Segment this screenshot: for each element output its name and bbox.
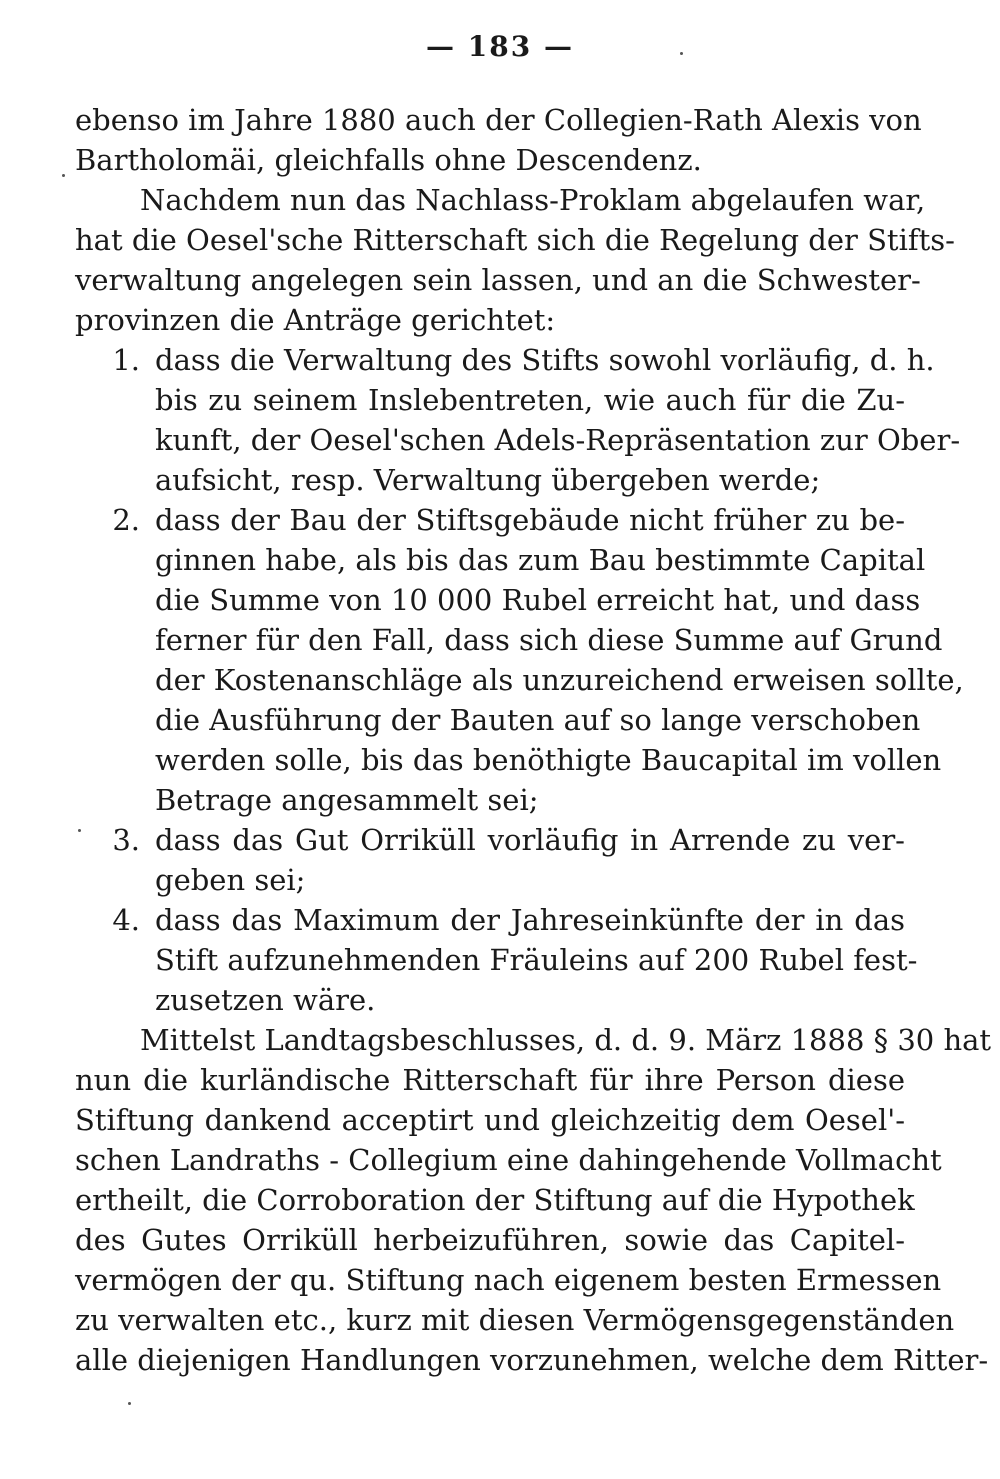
list-item-line: dass die Verwaltung des Stifts sowohl vorläufig, d. h.	[155, 343, 935, 377]
list-item-line: der Kostenanschläge als unzureichend erweisen sollte,	[155, 663, 964, 697]
list-item-number: 2.	[112, 503, 140, 537]
list-item-line: dass der Bau der Stiftsgebäude nicht früher zu be-	[155, 503, 905, 537]
list-item-line: bis zu seinem Inslebentreten, wie auch für die Zu-	[155, 383, 905, 417]
scan-speck	[128, 1402, 131, 1405]
text-line: provinzen die Anträge gerichtet:	[75, 303, 556, 337]
scan-speck	[680, 52, 683, 55]
list-item-number: 4.	[112, 903, 140, 937]
list-item-line: Stift aufzunehmenden Fräuleins auf 200 Rubel fest-	[155, 943, 918, 977]
scan-speck	[78, 829, 81, 832]
text-line: Mittelst Landtagsbeschlusses, d. d. 9. März 1888 § 30 hat	[140, 1023, 992, 1057]
list-item-number: 1.	[112, 343, 140, 377]
list-item-line: die Ausführung der Bauten auf so lange verschoben	[155, 703, 921, 737]
text-line: Nachdem nun das Nachlass-Proklam abgelaufen war,	[140, 183, 926, 217]
text-line: des Gutes Orriküll herbeizuführen, sowie das Capitel-	[75, 1223, 905, 1257]
text-line: alle diejenigen Handlungen vorzunehmen, welche dem Ritter-	[75, 1343, 989, 1377]
text-line: ertheilt, die Corroboration der Stiftung auf die Hypothek	[75, 1183, 915, 1217]
list-item-line: zusetzen wäre.	[155, 983, 376, 1017]
scan-speck	[62, 174, 65, 177]
list-item-line: aufsicht, resp. Verwaltung übergeben werde;	[155, 463, 821, 497]
text-line: nun die kurländische Ritterschaft für ihre Person diese	[75, 1063, 905, 1097]
list-item-line: werden solle, bis das benöthigte Baucapital im vollen	[155, 743, 942, 777]
text-line: Stiftung dankend acceptirt und gleichzeitig dem Oesel'-	[75, 1103, 905, 1137]
text-line: zu verwalten etc., kurz mit diesen Vermögensgegenständen	[75, 1303, 955, 1337]
list-item-line: Betrage angesammelt sei;	[155, 783, 539, 817]
text-line: hat die Oesel'sche Ritterschaft sich die Regelung der Stifts-	[75, 223, 955, 257]
list-item-number: 3.	[112, 823, 140, 857]
text-line: ebenso im Jahre 1880 auch der Collegien-Rath Alexis von	[75, 103, 922, 137]
text-line: schen Landraths - Collegium eine dahingehende Vollmacht	[75, 1143, 942, 1177]
text-line: vermögen der qu. Stiftung nach eigenem besten Ermessen	[75, 1263, 942, 1297]
text-line: Bartholomäi, gleichfalls ohne Descendenz.	[75, 143, 702, 177]
list-item-line: ginnen habe, als bis das zum Bau bestimmte Capital	[155, 543, 926, 577]
list-item-line: dass das Maximum der Jahreseinkünfte der in das	[155, 903, 905, 937]
page-number: — 183 —	[426, 30, 574, 63]
list-item-line: ferner für den Fall, dass sich diese Summe auf Grund	[155, 623, 943, 657]
text-line: verwaltung angelegen sein lassen, und an die Schwester-	[75, 263, 921, 297]
list-item-line: dass das Gut Orriküll vorläufig in Arrende zu ver-	[155, 823, 905, 857]
list-item-line: kunft, der Oesel'schen Adels-Repräsentation zur Ober-	[155, 423, 961, 457]
list-item-line: die Summe von 10 000 Rubel erreicht hat, und dass	[155, 583, 921, 617]
list-item-line: geben sei;	[155, 863, 306, 897]
